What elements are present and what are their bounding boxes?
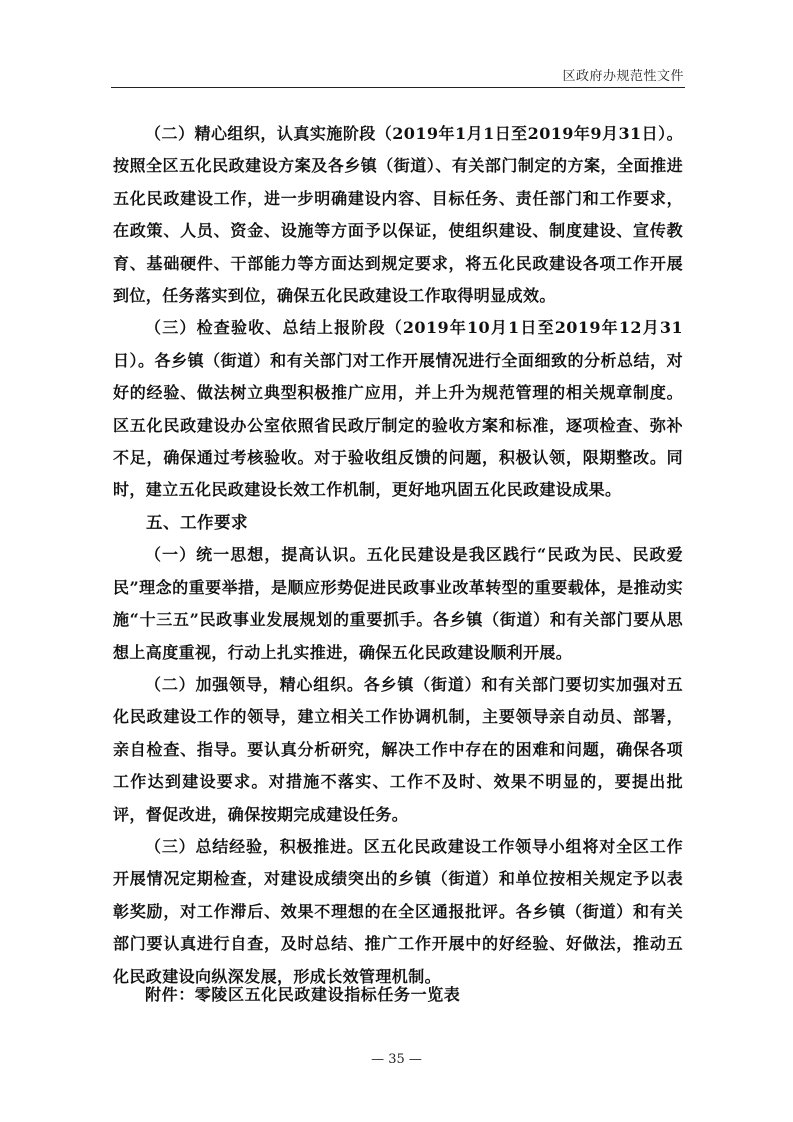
header-divider (111, 87, 685, 88)
attachment-note: 附件：零陵区五化民政建设指标任务一览表 (145, 985, 461, 1004)
paragraph-stage-two: （二）精心组织，认真实施阶段（2019年1月1日至2019年9月31日）。按照全区五化民政建设方案及各乡镇（街道）、有关部门制定的方案，全面推进五化民政建设工作，进一步明确建设内容、目标任务、责任部门和工作要求，在政策、人员、资金、设施等方面予以保证，使组织建设、制度建设、宣传教育、基础硬件、干部能力等方面达到规定要求，将五化民政建设各项工作开展到位，任务落实到位，确保五化民政建设工作取得明显成效。 (113, 124, 683, 306)
paragraph-requirement-three: （三）总结经验，积极推进。区五化民政建设工作领导小组将对全区工作开展情况定期检查，对建设成绩突出的乡镇（街道）和单位按相关规定予以表彰奖励，对工作滞后、效果不理想的在全区通报批评。各乡镇（街道）和有关部门要认真进行自查，及时总结、推广工作开展中的好经验、好做法，推动五化民政建设向纵深发展，形成长效管理机制。 (113, 836, 683, 986)
paragraph-requirement-two: （二）加强领导，精心组织。各乡镇（街道）和有关部门要切实加强对五化民政建设工作的领导，建立相关工作协调机制，主要领导亲自动员、部署，亲自检查、指导。要认真分析研究，解决工作中存在的困难和问题，确保各项工作达到建设要求。对措施不落实、工作不及时、效果不明显的，要提出批评，督促改进，确保按期完成建设任务。 (113, 674, 683, 824)
section-heading-work-requirements: 五、工作要求 (146, 512, 248, 532)
paragraph-stage-three: （三）检查验收、总结上报阶段（2019年10月1日至2019年12月31日）。各乡镇（街道）和有关部门对工作开展情况进行全面细致的分析总结，对好的经验、做法树立典型积极推广应用，并上升为规范管理的相关规章制度。区五化民政建设办公室依照省民政厅制定的验收方案和标准，逐项检查、弥补不足，确保通过考核验收。对于验收组反馈的问题，积极认领，限期整改。同时，建立五化民政建设长效工作机制，更好地巩固五化民政建设成果。 (113, 318, 683, 500)
paragraph-requirement-one: （一）统一思想，提高认识。五化民建设是我区践行“民政为民、民政爱民”理念的重要举措，是顺应形势促进民政事业改革转型的重要载体，是推动实施“十三五”民政事业发展规划的重要抓手。各乡镇（街道）和有关部门要从思想上高度重视，行动上扎实推进，确保五化民政建设顺利开展。 (113, 545, 683, 662)
page-number: — 35 — (371, 1052, 422, 1067)
document-body (113, 118, 683, 993)
running-header: 区政府办规范性文件 (562, 69, 684, 84)
